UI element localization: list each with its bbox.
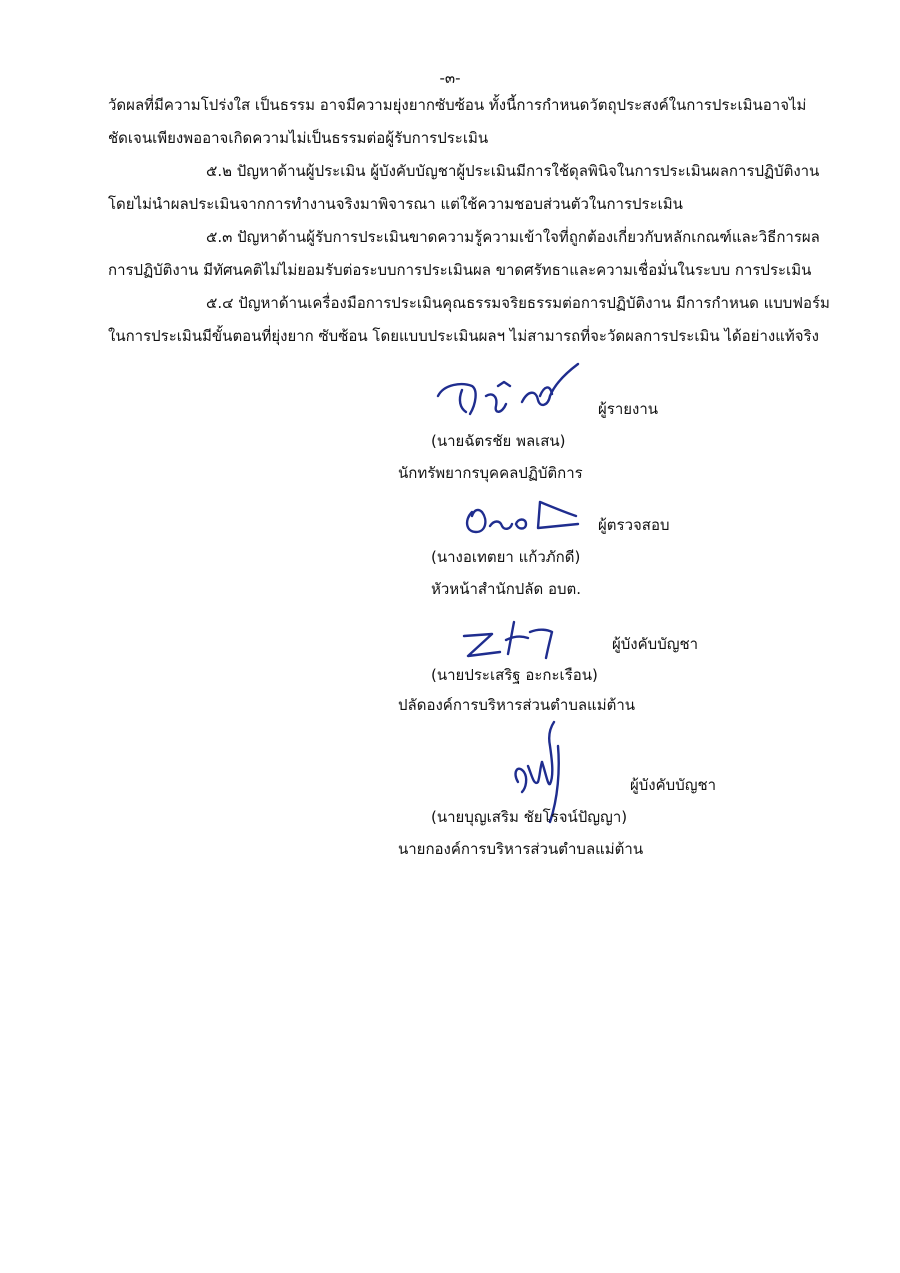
signature-deputy-chief (456, 618, 586, 664)
paragraph-1-line-2: ชัดเจนเพียงพออาจเกิดความไม่เป็นธรรมต่อผู้รับการประเมิน (108, 129, 489, 147)
paragraph-4-line-2: ในการประเมินมีขั้นตอนที่ยุ่งยาก ซับซ้อน โดยแบบประเมินผลฯ ไม่สามารถที่จะวัดผลการประเมิน ได้อย่างแท้จริง (108, 327, 819, 345)
paragraph-1-line-1: วัดผลที่มีความโปร่งใส เป็นธรรม อาจมีความยุ่งยากซับซ้อน ทั้งนี้การกำหนดวัตถุประสงค์ในการประเมินอาจไม่ (108, 96, 807, 114)
signature-2-role: ผู้ตรวจสอบ (598, 516, 670, 534)
signature-1-role: ผู้รายงาน (598, 400, 659, 418)
signature-4-role: ผู้บังคับบัญชา (630, 776, 717, 794)
paragraph-3-line-2: การปฏิบัติงาน มีทัศนคติไม่ไม่ยอมรับต่อระบบการประเมินผล ขาดศรัทธาและความเชื่อมั่นในระบบ การประเมิน (108, 261, 812, 279)
signature-1-position: นักทรัพยากรบุคคลปฏิบัติการ (398, 464, 583, 482)
signature-1-name: (นายฉัตรชัย พลเสน) (431, 432, 566, 450)
signature-4-name: (นายบุญเสริม ชัยโรจน์ปัญญา) (431, 808, 628, 826)
signature-inspector (460, 494, 590, 540)
signature-3-role: ผู้บังคับบัญชา (612, 635, 699, 653)
paragraph-2-line-1: ๕.๒ ปัญหาด้านผู้ประเมิน ผู้บังคับบัญชาผู้ประเมินมีการใช้ดุลพินิจในการประเมินผลการปฏิบัติงาน (206, 162, 820, 180)
page-number: -๓- (439, 69, 461, 87)
paragraph-4-line-1: ๕.๔ ปัญหาด้านเครื่องมือการประเมินคุณธรรมจริยธรรมต่อการปฏิบัติงาน มีการกำหนด แบบฟอร์ม (206, 294, 830, 312)
signature-3-position: ปลัดองค์การบริหารส่วนตำบลแม่ต้าน (398, 696, 636, 714)
paragraph-2-line-2: โดยไม่นำผลประเมินจากการทำงานจริงมาพิจารณา แต่ใช้ความชอบส่วนตัวในการประเมิน (108, 195, 683, 213)
signature-4-position: นายกองค์การบริหารส่วนตำบลแม่ต้าน (398, 840, 644, 858)
signature-3-name: (นายประเสริฐ อะกะเรือน) (431, 666, 598, 684)
signature-2-name: (นางอเทตยา แก้วภักดี) (431, 548, 581, 566)
signature-2-position: หัวหน้าสำนักปลัด อบต. (431, 580, 582, 598)
signature-reporter (432, 356, 582, 418)
paragraph-3-line-1: ๕.๓ ปัญหาด้านผู้รับการประเมินขาดความรู้ความเข้าใจที่ถูกต้องเกี่ยวกับหลักเกณฑ์และวิธีการผล (206, 228, 820, 246)
